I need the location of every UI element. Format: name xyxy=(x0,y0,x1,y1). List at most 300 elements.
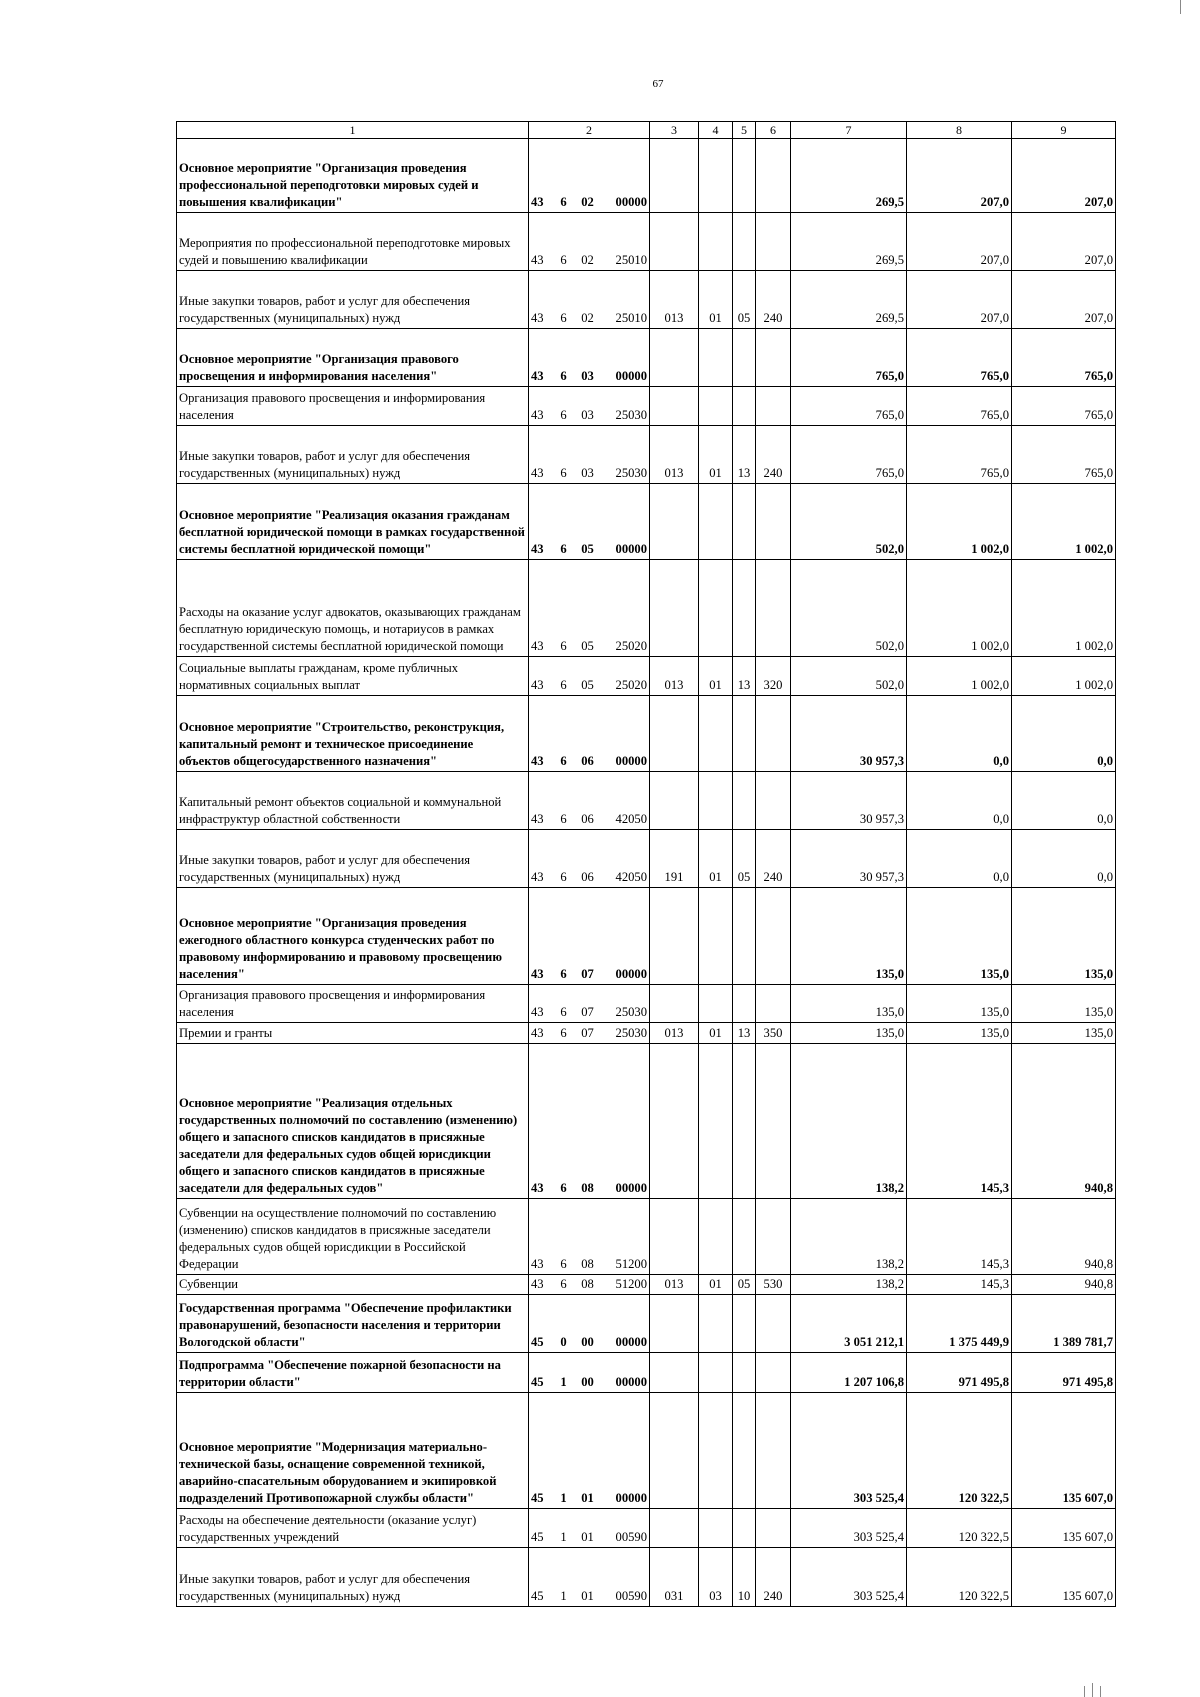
code-direction-cell: 00000 xyxy=(602,696,650,772)
code-expense-type-cell xyxy=(756,985,791,1023)
code-subdivision-cell xyxy=(733,1509,756,1548)
code-ministry-cell: 013 xyxy=(650,271,699,329)
amount-year3-cell: 1 002,0 xyxy=(1012,657,1116,696)
amount-year2-cell: 0,0 xyxy=(907,830,1012,888)
column-header: 7 xyxy=(791,122,907,139)
code-division-cell xyxy=(699,484,733,560)
code-subdivision-cell xyxy=(733,888,756,985)
amount-year3-cell: 971 495,8 xyxy=(1012,1353,1116,1393)
code-subdivision-cell xyxy=(733,387,756,426)
table-row xyxy=(177,1275,1116,1295)
amount-year1-cell: 765,0 xyxy=(791,329,907,387)
table-row xyxy=(177,1548,1116,1607)
table-row xyxy=(177,139,1116,213)
code-division-cell xyxy=(699,1353,733,1393)
amount-year2-cell: 120 322,5 xyxy=(907,1393,1012,1509)
code-subprogram-cell: 6 xyxy=(554,329,574,387)
row-name-cell: Субвенции на осуществление полномочий по составлению (изменению) списков кандидатов в присяжные заседатели федеральных судов общей юрисдикции в Российской Федерации xyxy=(177,1199,529,1275)
amount-year2-cell: 120 322,5 xyxy=(907,1509,1012,1548)
scan-mark xyxy=(1100,1686,1101,1697)
row-name-cell: Иные закупки товаров, работ и услуг для обеспечения государственных (муниципальных) нужд xyxy=(177,271,529,329)
code-division-cell xyxy=(699,560,733,657)
code-direction-cell: 00000 xyxy=(602,888,650,985)
amount-year2-cell: 207,0 xyxy=(907,213,1012,271)
code-division-cell xyxy=(699,696,733,772)
code-direction-cell: 00000 xyxy=(602,139,650,213)
code-section-cell: 43 xyxy=(529,1199,554,1275)
code-expense-type-cell xyxy=(756,213,791,271)
amount-year3-cell: 940,8 xyxy=(1012,1199,1116,1275)
table-row xyxy=(177,1509,1116,1548)
code-subdivision-cell: 05 xyxy=(733,830,756,888)
code-ministry-cell xyxy=(650,484,699,560)
code-direction-cell: 00590 xyxy=(602,1548,650,1607)
table-row xyxy=(177,1295,1116,1353)
table-row xyxy=(177,329,1116,387)
code-direction-cell: 25030 xyxy=(602,387,650,426)
amount-year2-cell: 145,3 xyxy=(907,1275,1012,1295)
table-row xyxy=(177,1393,1116,1509)
code-section-cell: 45 xyxy=(529,1509,554,1548)
amount-year1-cell: 502,0 xyxy=(791,560,907,657)
table-row xyxy=(177,1199,1116,1275)
code-division-cell: 03 xyxy=(699,1548,733,1607)
code-subprogram-cell: 6 xyxy=(554,271,574,329)
column-header: 2 xyxy=(529,122,650,139)
code-event-cell: 02 xyxy=(574,139,602,213)
scan-mark xyxy=(1084,1686,1085,1697)
amount-year1-cell: 30 957,3 xyxy=(791,772,907,830)
code-subdivision-cell xyxy=(733,139,756,213)
amount-year2-cell: 0,0 xyxy=(907,696,1012,772)
row-name-cell: Иные закупки товаров, работ и услуг для обеспечения государственных (муниципальных) нужд xyxy=(177,426,529,484)
code-division-cell xyxy=(699,1199,733,1275)
amount-year2-cell: 145,3 xyxy=(907,1044,1012,1199)
code-event-cell: 06 xyxy=(574,772,602,830)
code-division-cell: 01 xyxy=(699,426,733,484)
code-subprogram-cell: 1 xyxy=(554,1353,574,1393)
code-event-cell: 01 xyxy=(574,1548,602,1607)
code-section-cell: 43 xyxy=(529,830,554,888)
table-row xyxy=(177,484,1116,560)
budget-table xyxy=(176,121,1116,1607)
code-section-cell: 43 xyxy=(529,985,554,1023)
table-row xyxy=(177,696,1116,772)
code-ministry-cell: 013 xyxy=(650,1023,699,1044)
row-name-cell: Основное мероприятие "Организация проведения профессиональной переподготовки мировых судей и повышения квалификации" xyxy=(177,139,529,213)
code-expense-type-cell: 350 xyxy=(756,1023,791,1044)
code-event-cell: 07 xyxy=(574,985,602,1023)
amount-year3-cell: 1 389 781,7 xyxy=(1012,1295,1116,1353)
code-section-cell: 43 xyxy=(529,484,554,560)
amount-year2-cell: 765,0 xyxy=(907,387,1012,426)
column-header: 4 xyxy=(699,122,733,139)
amount-year2-cell: 145,3 xyxy=(907,1199,1012,1275)
code-event-cell: 08 xyxy=(574,1044,602,1199)
code-direction-cell: 51200 xyxy=(602,1275,650,1295)
amount-year2-cell: 765,0 xyxy=(907,426,1012,484)
row-name-cell: Субвенции xyxy=(177,1275,529,1295)
scan-mark xyxy=(1092,1683,1093,1697)
table-row xyxy=(177,888,1116,985)
code-direction-cell: 51200 xyxy=(602,1199,650,1275)
code-ministry-cell xyxy=(650,1509,699,1548)
amount-year2-cell: 1 002,0 xyxy=(907,657,1012,696)
code-ministry-cell xyxy=(650,560,699,657)
row-name-cell: Организация правового просвещения и информирования населения xyxy=(177,985,529,1023)
code-subprogram-cell: 6 xyxy=(554,484,574,560)
amount-year3-cell: 135 607,0 xyxy=(1012,1509,1116,1548)
amount-year1-cell: 269,5 xyxy=(791,271,907,329)
code-expense-type-cell xyxy=(756,1353,791,1393)
code-subdivision-cell: 13 xyxy=(733,426,756,484)
table-row xyxy=(177,985,1116,1023)
code-subdivision-cell: 13 xyxy=(733,1023,756,1044)
code-event-cell: 00 xyxy=(574,1353,602,1393)
code-direction-cell: 25030 xyxy=(602,985,650,1023)
code-subprogram-cell: 6 xyxy=(554,1023,574,1044)
code-event-cell: 05 xyxy=(574,657,602,696)
amount-year2-cell: 120 322,5 xyxy=(907,1548,1012,1607)
code-section-cell: 43 xyxy=(529,329,554,387)
amount-year1-cell: 269,5 xyxy=(791,213,907,271)
amount-year2-cell: 135,0 xyxy=(907,1023,1012,1044)
row-name-cell: Премии и гранты xyxy=(177,1023,529,1044)
code-ministry-cell: 013 xyxy=(650,657,699,696)
code-division-cell: 01 xyxy=(699,1275,733,1295)
code-expense-type-cell xyxy=(756,560,791,657)
code-expense-type-cell: 240 xyxy=(756,426,791,484)
code-section-cell: 45 xyxy=(529,1353,554,1393)
code-division-cell xyxy=(699,985,733,1023)
code-subdivision-cell xyxy=(733,696,756,772)
code-direction-cell: 25020 xyxy=(602,560,650,657)
code-event-cell: 07 xyxy=(574,888,602,985)
row-name-cell: Подпрограмма "Обеспечение пожарной безопасности на территории области" xyxy=(177,1353,529,1393)
code-division-cell xyxy=(699,1295,733,1353)
code-event-cell: 05 xyxy=(574,484,602,560)
row-name-cell: Основное мероприятие "Реализация отдельных государственных полномочий по составлению (изменению) общего и запасного списков кандидатов в присяжные заседатели для федеральных судов общей юрисдикции общего и запасного списков кандидатов в присяжные заседатели для федеральных судов" xyxy=(177,1044,529,1199)
code-section-cell: 43 xyxy=(529,426,554,484)
amount-year3-cell: 135,0 xyxy=(1012,1023,1116,1044)
code-section-cell: 43 xyxy=(529,772,554,830)
row-name-cell: Капитальный ремонт объектов социальной и коммунальной инфраструктур областной собственности xyxy=(177,772,529,830)
code-division-cell: 01 xyxy=(699,657,733,696)
code-subdivision-cell xyxy=(733,213,756,271)
amount-year3-cell: 207,0 xyxy=(1012,139,1116,213)
code-subdivision-cell xyxy=(733,1393,756,1509)
code-event-cell: 02 xyxy=(574,213,602,271)
column-header: 6 xyxy=(756,122,791,139)
code-ministry-cell xyxy=(650,1353,699,1393)
code-expense-type-cell: 530 xyxy=(756,1275,791,1295)
code-ministry-cell: 013 xyxy=(650,426,699,484)
row-name-cell: Иные закупки товаров, работ и услуг для обеспечения государственных (муниципальных) нужд xyxy=(177,830,529,888)
code-subprogram-cell: 6 xyxy=(554,560,574,657)
code-direction-cell: 25030 xyxy=(602,426,650,484)
code-expense-type-cell: 240 xyxy=(756,1548,791,1607)
row-name-cell: Расходы на оказание услуг адвокатов, оказывающих гражданам бесплатную юридическую помощь, и нотариусов в рамках государственной системы бесплатной юридической помощи xyxy=(177,560,529,657)
code-subdivision-cell xyxy=(733,1044,756,1199)
code-subprogram-cell: 6 xyxy=(554,426,574,484)
amount-year3-cell: 135 607,0 xyxy=(1012,1548,1116,1607)
amount-year3-cell: 0,0 xyxy=(1012,830,1116,888)
code-expense-type-cell: 240 xyxy=(756,830,791,888)
code-subprogram-cell: 6 xyxy=(554,657,574,696)
code-direction-cell: 00000 xyxy=(602,484,650,560)
code-direction-cell: 00590 xyxy=(602,1509,650,1548)
code-event-cell: 02 xyxy=(574,271,602,329)
code-expense-type-cell xyxy=(756,1393,791,1509)
code-subprogram-cell: 6 xyxy=(554,985,574,1023)
row-name-cell: Социальные выплаты гражданам, кроме публичных нормативных социальных выплат xyxy=(177,657,529,696)
code-subdivision-cell xyxy=(733,1353,756,1393)
amount-year3-cell: 765,0 xyxy=(1012,387,1116,426)
amount-year1-cell: 135,0 xyxy=(791,985,907,1023)
amount-year3-cell: 135,0 xyxy=(1012,985,1116,1023)
code-event-cell: 03 xyxy=(574,426,602,484)
code-subprogram-cell: 6 xyxy=(554,830,574,888)
code-division-cell xyxy=(699,213,733,271)
row-name-cell: Основное мероприятие "Строительство, реконструкция, капитальный ремонт и техническое присоединение объектов общегосударственного назначения" xyxy=(177,696,529,772)
code-expense-type-cell xyxy=(756,139,791,213)
code-subdivision-cell: 13 xyxy=(733,657,756,696)
code-subprogram-cell: 6 xyxy=(554,888,574,985)
code-section-cell: 43 xyxy=(529,271,554,329)
code-direction-cell: 00000 xyxy=(602,1295,650,1353)
code-subprogram-cell: 0 xyxy=(554,1295,574,1353)
code-section-cell: 43 xyxy=(529,1275,554,1295)
code-section-cell: 45 xyxy=(529,1548,554,1607)
code-division-cell xyxy=(699,1509,733,1548)
row-name-cell: Основное мероприятие "Организация правового просвещения и информирования населения" xyxy=(177,329,529,387)
code-subprogram-cell: 6 xyxy=(554,696,574,772)
code-division-cell xyxy=(699,387,733,426)
code-subprogram-cell: 6 xyxy=(554,139,574,213)
table-row xyxy=(177,830,1116,888)
code-ministry-cell xyxy=(650,139,699,213)
code-subdivision-cell: 10 xyxy=(733,1548,756,1607)
amount-year3-cell: 135 607,0 xyxy=(1012,1393,1116,1509)
code-section-cell: 45 xyxy=(529,1295,554,1353)
row-name-cell: Организация правового просвещения и информирования населения xyxy=(177,387,529,426)
code-ministry-cell xyxy=(650,387,699,426)
code-ministry-cell xyxy=(650,696,699,772)
code-ministry-cell xyxy=(650,1044,699,1199)
amount-year1-cell: 765,0 xyxy=(791,387,907,426)
row-name-cell: Государственная программа "Обеспечение профилактики правонарушений, безопасности населения и территории Вологодской области" xyxy=(177,1295,529,1353)
amount-year2-cell: 207,0 xyxy=(907,271,1012,329)
code-ministry-cell: 191 xyxy=(650,830,699,888)
code-event-cell: 01 xyxy=(574,1509,602,1548)
amount-year1-cell: 138,2 xyxy=(791,1044,907,1199)
code-ministry-cell xyxy=(650,772,699,830)
table-row xyxy=(177,1023,1116,1044)
code-section-cell: 45 xyxy=(529,1393,554,1509)
code-division-cell xyxy=(699,1393,733,1509)
column-header: 9 xyxy=(1012,122,1116,139)
code-subprogram-cell: 1 xyxy=(554,1548,574,1607)
code-expense-type-cell xyxy=(756,484,791,560)
code-division-cell xyxy=(699,1044,733,1199)
code-expense-type-cell xyxy=(756,696,791,772)
amount-year3-cell: 765,0 xyxy=(1012,426,1116,484)
code-subprogram-cell: 6 xyxy=(554,1275,574,1295)
row-name-cell: Основное мероприятие "Модернизация материально-технической базы, оснащение современной техникой, аварийно-спасательным оборудованием и экипировкой подразделений Противопожарной службы области" xyxy=(177,1393,529,1509)
code-ministry-cell: 031 xyxy=(650,1548,699,1607)
amount-year3-cell: 1 002,0 xyxy=(1012,560,1116,657)
table-row xyxy=(177,426,1116,484)
code-direction-cell: 00000 xyxy=(602,1044,650,1199)
code-expense-type-cell xyxy=(756,888,791,985)
code-division-cell: 01 xyxy=(699,1023,733,1044)
amount-year2-cell: 1 002,0 xyxy=(907,484,1012,560)
amount-year1-cell: 30 957,3 xyxy=(791,830,907,888)
scan-mark xyxy=(1180,0,1181,14)
amount-year3-cell: 135,0 xyxy=(1012,888,1116,985)
amount-year1-cell: 502,0 xyxy=(791,484,907,560)
code-expense-type-cell xyxy=(756,1509,791,1548)
code-direction-cell: 25010 xyxy=(602,213,650,271)
page-number: 67 xyxy=(652,78,664,90)
code-direction-cell: 00000 xyxy=(602,329,650,387)
row-name-cell: Основное мероприятие "Организация проведения ежегодного областного конкурса студенческих работ по правовому информированию и правовому просвещению населения" xyxy=(177,888,529,985)
code-direction-cell: 25010 xyxy=(602,271,650,329)
code-direction-cell: 00000 xyxy=(602,1393,650,1509)
table-row xyxy=(177,772,1116,830)
code-ministry-cell xyxy=(650,213,699,271)
amount-year1-cell: 502,0 xyxy=(791,657,907,696)
table-row xyxy=(177,560,1116,657)
code-subprogram-cell: 1 xyxy=(554,1393,574,1509)
amount-year2-cell: 1 002,0 xyxy=(907,560,1012,657)
table-row xyxy=(177,1044,1116,1199)
row-name-cell: Основное мероприятие "Реализация оказания гражданам бесплатной юридической помощи в рамках государственной системы бесплатной юридической помощи" xyxy=(177,484,529,560)
code-event-cell: 03 xyxy=(574,387,602,426)
table-row xyxy=(177,1353,1116,1393)
code-expense-type-cell: 320 xyxy=(756,657,791,696)
code-event-cell: 07 xyxy=(574,1023,602,1044)
table-row xyxy=(177,213,1116,271)
amount-year1-cell: 1 207 106,8 xyxy=(791,1353,907,1393)
code-subdivision-cell: 05 xyxy=(733,1275,756,1295)
code-direction-cell: 25030 xyxy=(602,1023,650,1044)
code-subprogram-cell: 6 xyxy=(554,1044,574,1199)
code-subdivision-cell xyxy=(733,772,756,830)
column-number-row xyxy=(177,122,1116,139)
code-section-cell: 43 xyxy=(529,213,554,271)
code-subprogram-cell: 6 xyxy=(554,1199,574,1275)
code-expense-type-cell xyxy=(756,329,791,387)
code-expense-type-cell xyxy=(756,1295,791,1353)
code-ministry-cell xyxy=(650,1295,699,1353)
amount-year1-cell: 135,0 xyxy=(791,1023,907,1044)
amount-year2-cell: 1 375 449,9 xyxy=(907,1295,1012,1353)
column-header: 5 xyxy=(733,122,756,139)
code-subprogram-cell: 6 xyxy=(554,213,574,271)
amount-year2-cell: 135,0 xyxy=(907,888,1012,985)
amount-year3-cell: 207,0 xyxy=(1012,271,1116,329)
code-division-cell xyxy=(699,329,733,387)
code-event-cell: 05 xyxy=(574,560,602,657)
code-direction-cell: 42050 xyxy=(602,830,650,888)
code-subdivision-cell: 05 xyxy=(733,271,756,329)
code-expense-type-cell xyxy=(756,387,791,426)
code-section-cell: 43 xyxy=(529,888,554,985)
code-event-cell: 08 xyxy=(574,1275,602,1295)
amount-year1-cell: 303 525,4 xyxy=(791,1509,907,1548)
code-subdivision-cell xyxy=(733,484,756,560)
code-event-cell: 00 xyxy=(574,1295,602,1353)
code-expense-type-cell xyxy=(756,1199,791,1275)
code-ministry-cell xyxy=(650,888,699,985)
code-section-cell: 43 xyxy=(529,657,554,696)
code-subdivision-cell xyxy=(733,1199,756,1275)
amount-year1-cell: 30 957,3 xyxy=(791,696,907,772)
column-header: 1 xyxy=(177,122,529,139)
amount-year3-cell: 765,0 xyxy=(1012,329,1116,387)
code-division-cell: 01 xyxy=(699,830,733,888)
column-header: 8 xyxy=(907,122,1012,139)
table-row xyxy=(177,657,1116,696)
code-subprogram-cell: 6 xyxy=(554,772,574,830)
code-ministry-cell xyxy=(650,1199,699,1275)
table-row xyxy=(177,271,1116,329)
code-ministry-cell xyxy=(650,329,699,387)
amount-year1-cell: 138,2 xyxy=(791,1275,907,1295)
code-event-cell: 06 xyxy=(574,830,602,888)
code-subdivision-cell xyxy=(733,985,756,1023)
row-name-cell: Мероприятия по профессиональной переподготовке мировых судей и повышению квалификации xyxy=(177,213,529,271)
code-section-cell: 43 xyxy=(529,1023,554,1044)
code-event-cell: 01 xyxy=(574,1393,602,1509)
amount-year3-cell: 207,0 xyxy=(1012,213,1116,271)
amount-year1-cell: 3 051 212,1 xyxy=(791,1295,907,1353)
code-ministry-cell xyxy=(650,985,699,1023)
amount-year2-cell: 971 495,8 xyxy=(907,1353,1012,1393)
code-direction-cell: 42050 xyxy=(602,772,650,830)
code-event-cell: 06 xyxy=(574,696,602,772)
code-division-cell xyxy=(699,139,733,213)
row-name-cell: Расходы на обеспечение деятельности (оказание услуг) государственных учреждений xyxy=(177,1509,529,1548)
code-event-cell: 08 xyxy=(574,1199,602,1275)
code-expense-type-cell: 240 xyxy=(756,271,791,329)
amount-year1-cell: 269,5 xyxy=(791,139,907,213)
amount-year2-cell: 135,0 xyxy=(907,985,1012,1023)
amount-year3-cell: 1 002,0 xyxy=(1012,484,1116,560)
code-ministry-cell: 013 xyxy=(650,1275,699,1295)
code-direction-cell: 00000 xyxy=(602,1353,650,1393)
code-section-cell: 43 xyxy=(529,1044,554,1199)
amount-year1-cell: 138,2 xyxy=(791,1199,907,1275)
column-header: 3 xyxy=(650,122,699,139)
code-ministry-cell xyxy=(650,1393,699,1509)
amount-year1-cell: 303 525,4 xyxy=(791,1548,907,1607)
amount-year3-cell: 940,8 xyxy=(1012,1275,1116,1295)
row-name-cell: Иные закупки товаров, работ и услуг для обеспечения государственных (муниципальных) нужд xyxy=(177,1548,529,1607)
code-division-cell: 01 xyxy=(699,271,733,329)
code-subprogram-cell: 6 xyxy=(554,387,574,426)
code-section-cell: 43 xyxy=(529,139,554,213)
amount-year3-cell: 0,0 xyxy=(1012,696,1116,772)
code-section-cell: 43 xyxy=(529,696,554,772)
code-expense-type-cell xyxy=(756,1044,791,1199)
code-section-cell: 43 xyxy=(529,560,554,657)
code-division-cell xyxy=(699,888,733,985)
code-section-cell: 43 xyxy=(529,387,554,426)
code-event-cell: 03 xyxy=(574,329,602,387)
code-division-cell xyxy=(699,772,733,830)
